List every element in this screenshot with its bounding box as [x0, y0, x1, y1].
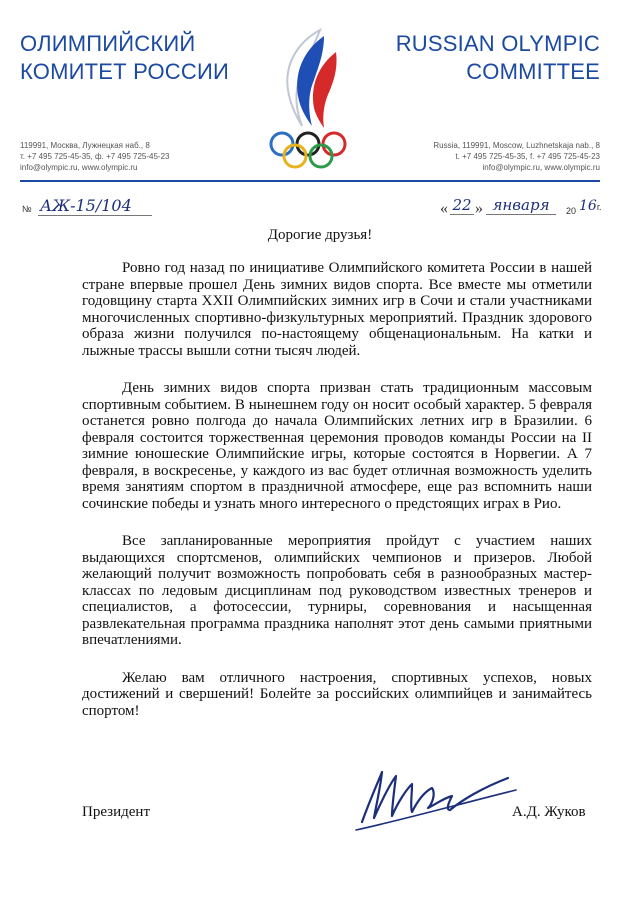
org-name-ru-line2: КОМИТЕТ РОССИИ — [20, 59, 229, 84]
letterhead-divider — [20, 180, 600, 182]
contact-line: t. +7 495 725-45-35, f. +7 495 725-45-23 — [455, 152, 600, 161]
date-quote-close: » — [475, 200, 483, 217]
contacts-ru — [20, 140, 169, 173]
olympic-rings-icon — [271, 133, 345, 167]
org-name-en-line2: COMMITTEE — [466, 59, 600, 84]
handwritten-signature-icon — [352, 760, 522, 840]
date-year-suffix — [579, 198, 602, 214]
contact-line: т. +7 495 725-45-35, ф. +7 495 725-45-23 — [20, 152, 170, 161]
date-year-unit: г. — [596, 202, 602, 212]
org-name-ru-line1: ОЛИМПИЙСКИЙ — [20, 31, 196, 56]
letter-paragraph: Желаю вам отличного настроения, спортивных успехов, новых достижений и свершений! Болейте за российских олимпийцев и занимайтесь спортом! — [82, 669, 592, 719]
org-name-ru — [20, 30, 229, 86]
org-name-en — [396, 30, 600, 86]
letter-paragraph: Ровно год назад по инициативе Олимпийского комитета России в нашей стране впервые прошел День зимних видов спорта. Все вместе мы отметили годовщину старта XXII Олимпийских зимних игр в Сочи и стали участниками многочисленных спортивно-физкультурных мероприятий. Праздник здорового образа жизни получился по-настоящему общенациональным. На катки и лыжные трассы вышли сотни тысяч людей. — [82, 260, 592, 359]
ref-number-value: АЖ-15/104 — [38, 197, 152, 216]
contacts-en — [433, 140, 600, 173]
org-name-en-line1: RUSSIAN OLYMPIC — [395, 31, 600, 56]
contact-line: Russia, 119991, Moscow, Luzhnetskaja nab., 8 — [433, 141, 600, 150]
letter-greeting: Дорогие друзья! — [267, 227, 373, 243]
date-quote-open: « — [440, 200, 448, 217]
letter-paragraph: День зимних видов спорта призван стать традиционным массовым спортивным событием. В нынешнем году он носит особый характер. 5 февраля останется ровно полгода до начала Олимпийских летних игр в Бразилии. 6 февраля состоится торжественная церемония проводов команды России на II зимние юношеские Олимпийские игры, которые состоятся в Норвегии. А 7 февраля, в воскресенье, у каждого из вас будет отличная возможность уделить время занятиям спортом в праздничной атмосфере, еще раз вспомнить наши сочинские победы и узнать много интересного о предстоящих играх в Рио. — [82, 380, 592, 512]
letter-body — [82, 260, 592, 740]
olympic-emblem-icon — [262, 24, 358, 172]
letter-paragraph: Все запланированные мероприятия пройдут с участием наших выдающихся спортсменов, олимпийских чемпионов и призеров. Любой желающий получит возможность попробовать себя в разнообразных мастер-классах по ледовым дисциплинам под руководством известных тренеров и специалистов, а фотосессии, турниры, соревнования и насыщенная развлекательная программа праздника наполнят этот день самыми приятными впечатлениями. — [82, 533, 592, 648]
contact-line: info@olympic.ru, www.olympic.ru — [20, 163, 138, 172]
date-day: 22 — [450, 196, 474, 215]
date-year-digits: 16 — [579, 198, 597, 214]
contact-line: 119991, Москва, Лужнецкая наб., 8 — [20, 141, 150, 150]
signatory-name: А.Д. Жуков — [512, 804, 586, 820]
contact-line: info@olympic.ru, www.olympic.ru — [482, 163, 600, 172]
ref-number-label: № — [22, 204, 32, 214]
signatory-title: Президент — [82, 804, 150, 820]
date-year-prefix: 20 — [566, 206, 577, 216]
flag-flame-icon — [287, 30, 336, 128]
date-month: января — [486, 196, 556, 215]
